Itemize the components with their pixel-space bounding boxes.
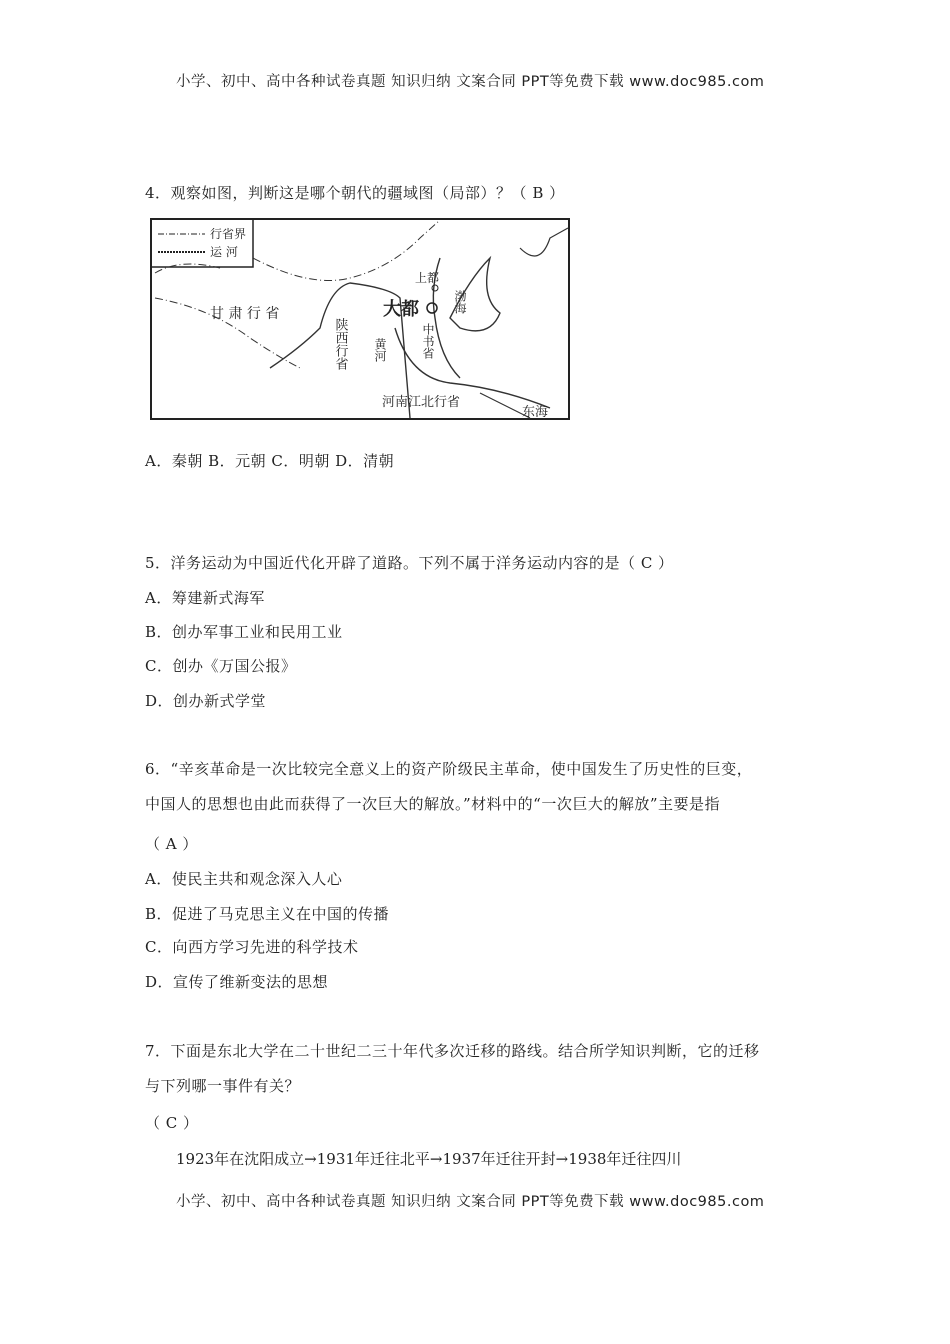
yuan-dynasty-map — [150, 218, 570, 420]
q5-stem: 5．洋务运动为中国近代化开辟了道路。下列不属于洋务运动内容的是（ C ） — [145, 554, 674, 572]
svg-text:中书省: 中书省 — [421, 323, 435, 359]
q7-answer: （ C ） — [145, 1114, 199, 1132]
q6-option-a: A．使民主共和观念深入人心 — [145, 870, 343, 888]
svg-text:东海: 东海 — [522, 405, 549, 420]
svg-text:黄河: 黄河 — [373, 338, 387, 362]
legend-canal-label: 运 河 — [210, 245, 238, 259]
q6-option-d: D．宣传了维新变法的思想 — [145, 973, 329, 991]
q6-answer: （ A ） — [145, 835, 198, 853]
q7-stem-line1: 7．下面是东北大学在二十世纪二三十年代多次迁移的路线。结合所学知识判断，它的迁移 — [145, 1042, 760, 1060]
svg-text:河南江北行省: 河南江北行省 — [382, 395, 461, 410]
q6-stem-line2: 中国人的思想也由此而获得了一次巨大的解放。”材料中的“一次巨大的解放”主要是指 — [145, 795, 721, 813]
q4-stem: 4．观察如图，判断这是哪个朝代的疆域图（局部）？（ B ） — [145, 184, 565, 202]
page-header: 小学、初中、高中各种试卷真题 知识归纳 文案合同 PPT等免费下载 www.doc985.com — [176, 74, 765, 90]
svg-text:甘 肃 行 省: 甘 肃 行 省 — [210, 306, 280, 322]
q5-option-a: A．筹建新式海军 — [145, 589, 265, 607]
svg-text:陕西行省: 陕西行省 — [332, 318, 348, 370]
q5-option-c: C．创办《万国公报》 — [145, 657, 297, 675]
q5-option-b: B．创办军事工业和民用工业 — [145, 623, 343, 641]
q6-option-b: B．促进了马克思主义在中国的传播 — [145, 905, 390, 923]
q6-stem-line1: 6．“辛亥革命是一次比较完全意义上的资产阶级民主革命，使中国发生了历史性的巨变， — [145, 760, 753, 778]
q7-stem-line2: 与下列哪一事件有关？ — [145, 1077, 301, 1095]
page-footer: 小学、初中、高中各种试卷真题 知识归纳 文案合同 PPT等免费下载 www.doc985.com — [176, 1194, 765, 1210]
svg-text:上都: 上都 — [415, 271, 440, 285]
svg-text:大都: 大都 — [383, 299, 419, 320]
legend-boundary-label: 行省界 — [210, 227, 247, 241]
svg-text:渤海: 渤海 — [453, 290, 467, 314]
q7-route: 1923年在沈阳成立→1931年迁往北平→1937年迁往开封→1938年迁往四川 — [176, 1150, 682, 1168]
q5-option-d: D．创办新式学堂 — [145, 692, 267, 710]
q6-option-c: C．向西方学习先进的科学技术 — [145, 938, 359, 956]
q4-options: A．秦朝 B．元朝 C．明朝 D．清朝 — [145, 452, 395, 470]
